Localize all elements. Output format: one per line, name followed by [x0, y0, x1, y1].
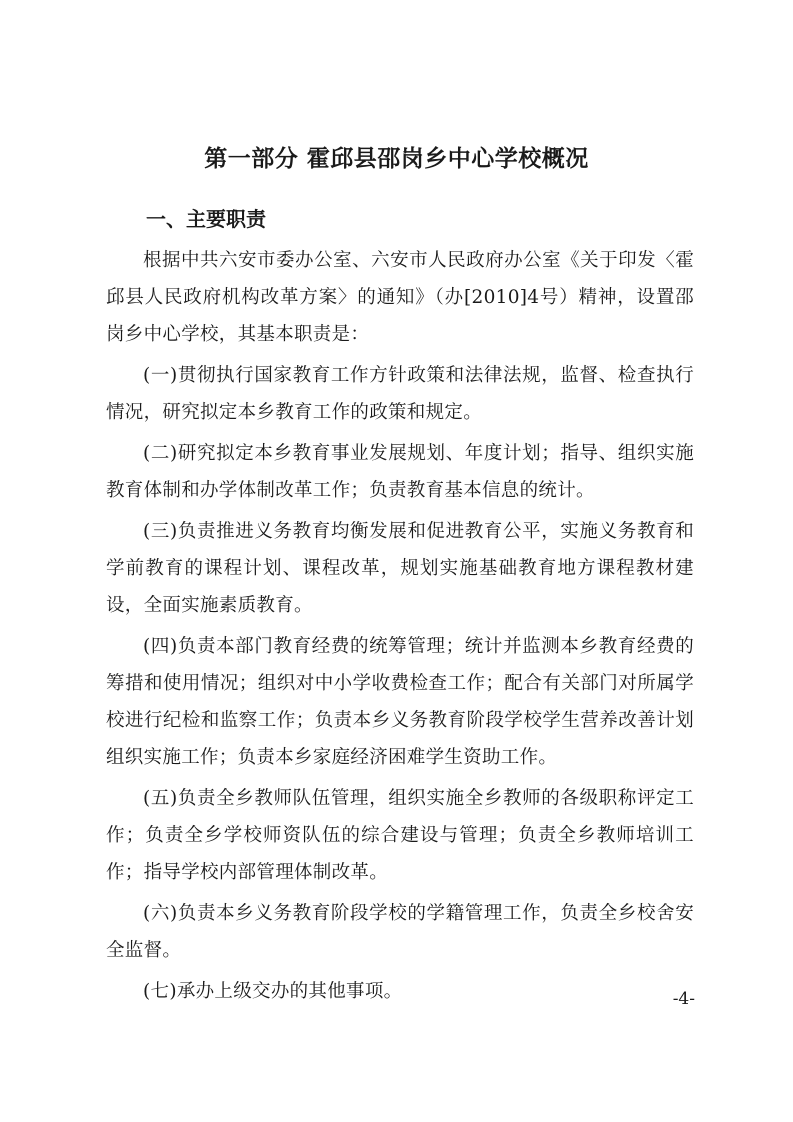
paragraph-duty-3: (三)负责推进义务教育均衡发展和促进教育公平，实施义务教育和学前教育的课程计划、课程改革，规划实施基础教育地方课程教材建设，全面实施素质教育。: [106, 521, 694, 616]
paragraph-duty-2: (二)研究拟定本乡教育事业发展规划、年度计划；指导、组织实施教育体制和办学体制改革工作；负责教育基本信息的统计。: [106, 443, 694, 501]
paragraph-duty-7: (七)承办上级交办的其他事项。: [143, 981, 403, 1002]
document-body: [106, 242, 694, 1014]
document-title: 第一部分 霍邱县邵岗乡中心学校概况: [204, 146, 589, 172]
paragraph-duty-5: (五)负责全乡教师队伍管理，组织实施全乡教师的各级职称评定工作；负责全乡学校师资队伍的综合建设与管理；负责全乡教师培训工作；指导学校内部管理体制改革。: [106, 788, 694, 883]
paragraph-duty-1: (一)贯彻执行国家教育工作方针政策和法律法规，监督、检查执行情况，研究拟定本乡教育工作的政策和规定。: [106, 365, 694, 423]
paragraph-duty-4: (四)负责本部门教育经费的统筹管理；统计并监测本乡教育经费的筹措和使用情况；组织对中小学收费检查工作；配合有关部门对所属学校进行纪检和监察工作；负责本乡义务教育阶段学校学生营养改善计划组织实施工作；负责本乡家庭经济困难学生资助工作。: [106, 636, 694, 768]
paragraph-intro: 根据中共六安市委办公室、六安市人民政府办公室《关于印发〈霍邱县人民政府机构改革方案〉的通知》（办[2010]4号）精神，设置邵岗乡中心学校，其基本职责是：: [106, 250, 694, 345]
paragraph-duty-6: (六)负责本乡义务教育阶段学校的学籍管理工作，负责全乡校舍安全监督。: [106, 903, 694, 961]
section-heading: 一、主要职责: [146, 207, 266, 231]
page-number: -4-: [672, 989, 695, 1009]
